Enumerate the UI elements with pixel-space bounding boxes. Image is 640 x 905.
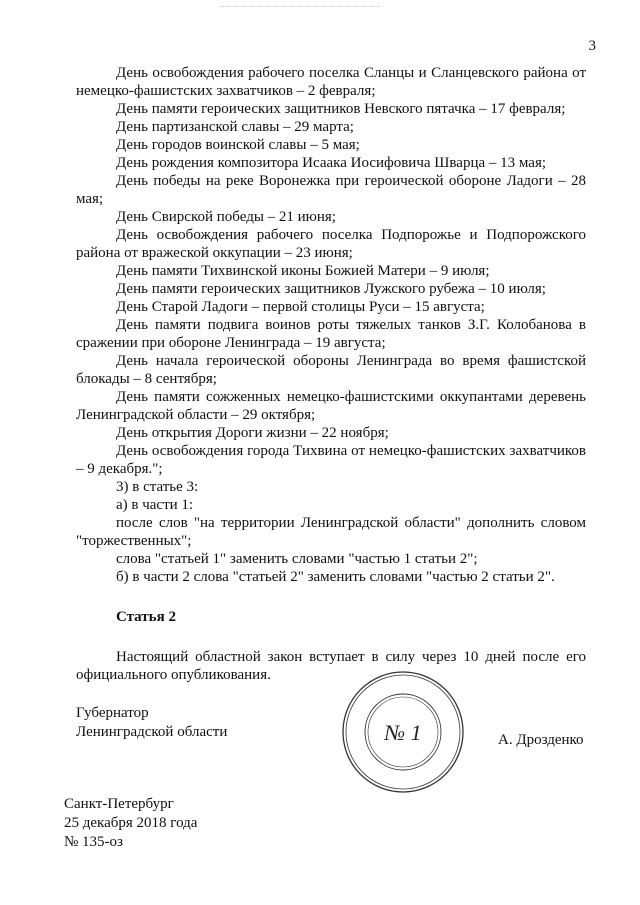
paragraph: после слов "на территории Ленинградской области" дополнить словом "торжественных"; (76, 515, 586, 549)
city: Санкт-Петербург (64, 796, 174, 812)
page-number: 3 (588, 38, 596, 54)
date: 25 декабря 2018 года (64, 815, 198, 831)
position-line: Ленинградской области (76, 724, 228, 740)
paragraph: б) в части 2 слова "статьей 2" заменить словами "частью 2 статьи 2". (116, 569, 555, 585)
paragraph: 3) в статье 3: (116, 479, 199, 495)
signatory-position (76, 704, 227, 742)
paragraph: День открытия Дороги жизни – 22 ноября; (116, 425, 389, 441)
article-heading: Статья 2 (116, 609, 176, 625)
paragraph: День победы на реке Воронежка при героической обороне Ладоги – 28 мая; (76, 173, 586, 207)
paragraph: День памяти героических защитников Лужского рубежа – 10 июля; (116, 281, 546, 297)
paragraph: День освобождения города Тихвина от немецко-фашистских захватчиков – 9 декабря."; (76, 443, 586, 477)
article-text: Настоящий областной закон вступает в силу через 10 дней после его официального опубликования. (76, 649, 586, 683)
official-stamp (340, 669, 466, 795)
scan-artifact (220, 6, 380, 11)
position-line: Губернатор (76, 705, 149, 721)
paragraph: День Свирской победы – 21 июня; (116, 209, 336, 225)
paragraph: День начала героической обороны Ленинграда во время фашистской блокады – 8 сентября; (76, 353, 586, 387)
paragraph: День партизанской славы – 29 марта; (116, 119, 354, 135)
paragraph: День Старой Ладоги – первой столицы Руси – 15 августа; (116, 299, 485, 315)
document-footer (64, 795, 197, 852)
signatory-name: А. Дрозденко (498, 732, 584, 748)
paragraph: День освобождения рабочего поселка Сланцы и Сланцевского района от немецко-фашистских захватчиков – 2 февраля; (76, 65, 586, 99)
paragraph: День памяти сожженных немецко-фашистскими оккупантами деревень Ленинградской области – 29 октября; (76, 389, 586, 423)
paragraph: День освобождения рабочего поселка Подпорожье и Подпорожского района от вражеской оккупации – 23 июня; (76, 227, 586, 261)
paragraph: День памяти Тихвинской иконы Божией Матери – 9 июля; (116, 263, 490, 279)
paragraph: а) в части 1: (116, 497, 194, 513)
paragraph: День памяти подвига воинов роты тяжелых танков З.Г. Колобанова в сражении при обороне Ленинграда – 19 августа; (76, 317, 586, 351)
paragraph: День рождения композитора Исаака Иосифовича Шварца – 13 мая; (116, 155, 547, 171)
paragraph: слова "статьей 1" заменить словами "частью 1 статьи 2"; (116, 551, 478, 567)
stamp-number: № 1 (384, 720, 422, 745)
law-number: № 135-оз (64, 834, 123, 850)
paragraph: День городов воинской славы – 5 мая; (116, 137, 360, 153)
law-body (76, 64, 586, 684)
paragraph: День памяти героических защитников Невского пятачка – 17 февраля; (116, 101, 566, 117)
